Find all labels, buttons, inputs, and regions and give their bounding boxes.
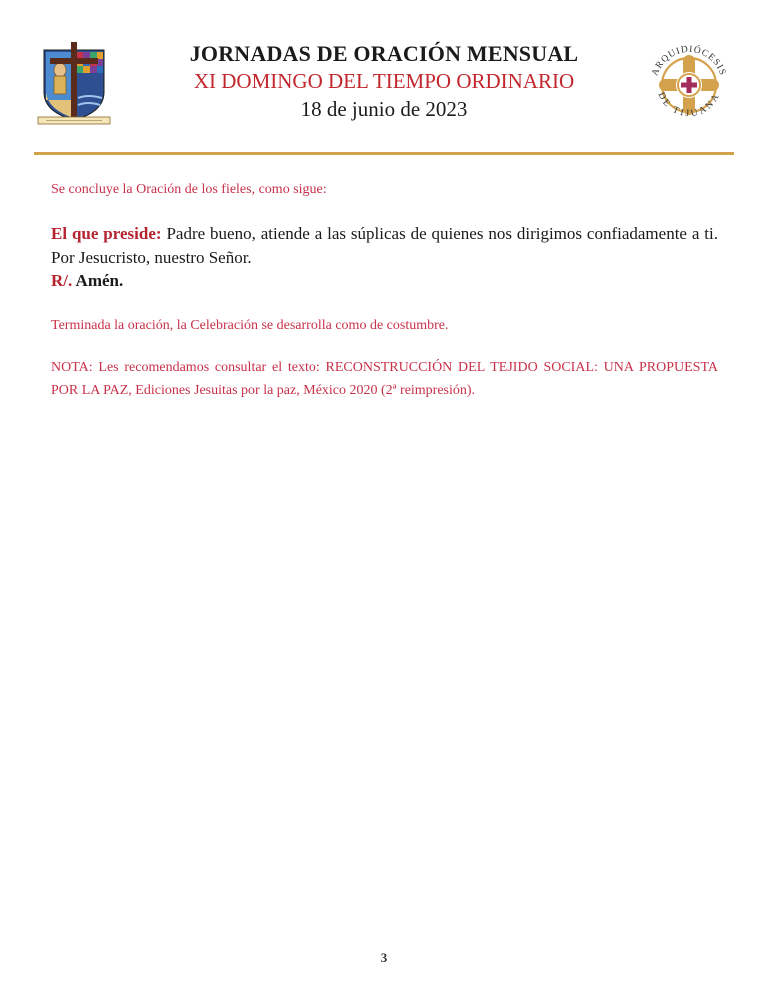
document-body — [51, 180, 718, 402]
response-text: Amén. — [72, 271, 124, 290]
closing-instruction: Terminada la oración, la Celebración se desarrolla como de costumbre. — [51, 318, 449, 333]
seal-text-bottom: DE TIJUANA — [655, 90, 723, 120]
diocese-coat-of-arms-logo — [36, 40, 112, 126]
page-number: 3 — [380, 950, 388, 965]
header-title-block — [150, 40, 618, 123]
seal-text-top: ARQUIDIÓCESIS — [650, 44, 728, 78]
date-line: 18 de junio de 2023 — [300, 97, 468, 121]
response-line — [51, 270, 718, 292]
response-label: R/. — [51, 271, 73, 290]
archdiocese-seal-logo — [644, 40, 734, 130]
presider-prayer — [51, 222, 718, 270]
page-title: JORNADAS DE ORACIÓN MENSUAL — [189, 41, 579, 66]
presider-label: El que preside: — [51, 224, 162, 243]
liturgical-subtitle: XI DOMINGO DEL TIEMPO ORDINARIO — [193, 69, 575, 93]
reference-note: NOTA: Les recomendamos consultar el texto: RECONSTRUCCIÓN DEL TEJIDO SOCIAL: UNA PROPUESTA POR LA PAZ, Ediciones Jesuitas por la paz, México 2020 (2ª reimpresión). — [51, 360, 718, 398]
intro-instruction: Se concluye la Oración de los fieles, como sigue: — [51, 182, 327, 197]
presider-text: Padre bueno, atiende a las súplicas de quienes nos dirigimos confiadamente a ti. Por Jesucristo, nuestro Señor. — [51, 224, 718, 267]
page-header — [0, 0, 768, 160]
header-divider — [34, 152, 734, 155]
